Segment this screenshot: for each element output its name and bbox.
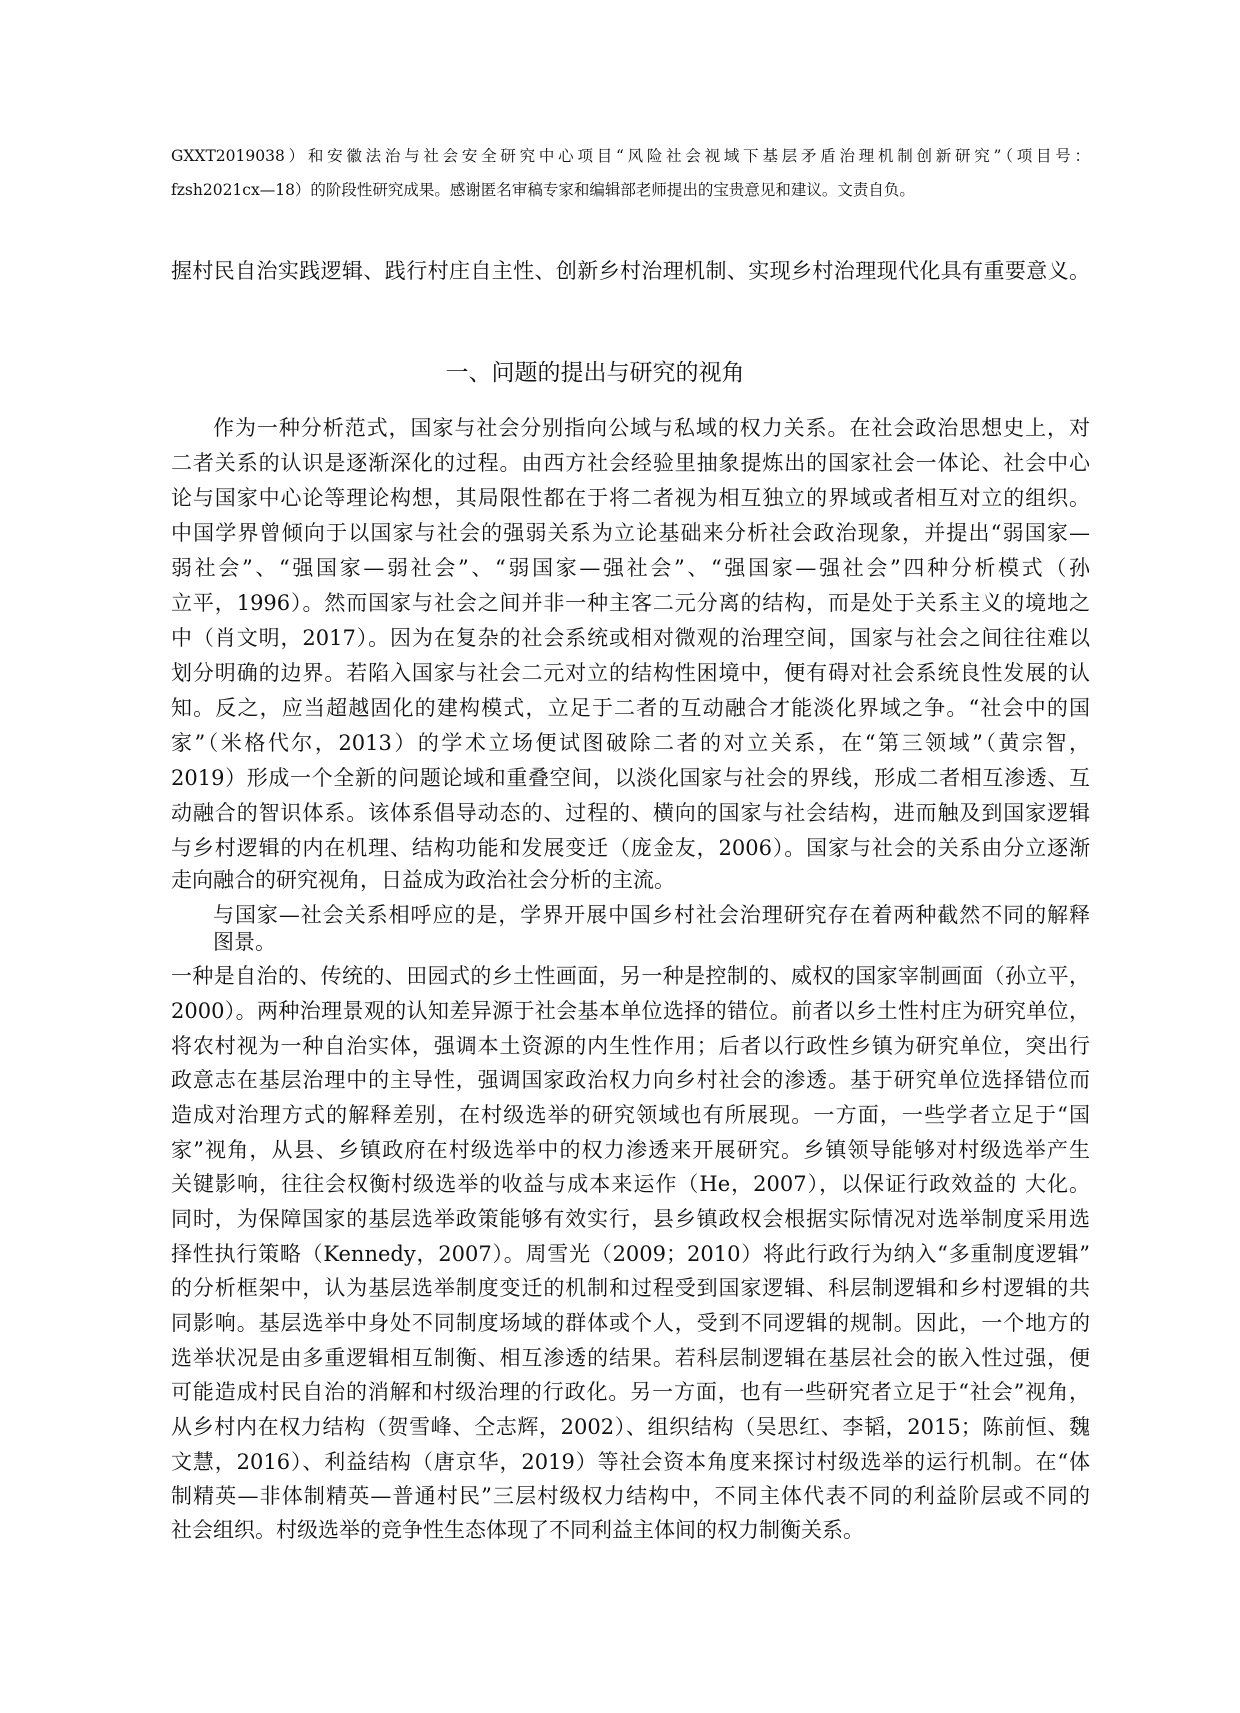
footnote-line: GXXT2019038）和安徽法治与社会安全研究中心项目“风险社会视域下基层矛盾治理机制创新研究”（项目号： (171, 147, 1090, 165)
body-line: 从乡村内在权力结构（贺雪峰、仝志辉，2002）、组织结构（吴思红、李韬，2015；陈前恒、魏 (171, 1415, 1090, 1439)
body-line: 与乡村逻辑的内在机理、结构功能和发展变迁（庞金友，2006）。国家与社会的关系由分立逐渐 (171, 836, 1090, 860)
body-line: 家”（米格代尔，2013）的学术立场便试图破除二者的对立关系，在“第三领域”（黄宗智， (171, 731, 1090, 755)
body-line: 制精英—非体制精英—普通村民”三层村级权力结构中，不同主体代表不同的利益阶层或不同的 (171, 1484, 1090, 1508)
body-line: 关键影响，往往会权衡村级选举的收益与成本来运作（He，2007），以保证行政效益的 大化。 (171, 1172, 1090, 1196)
body-line: 2019）形成一个全新的问题论域和重叠空间，以淡化国家与社会的界线，形成二者相互渗透、互 (171, 766, 1090, 790)
body-line: 选举状况是由多重逻辑相互制衡、相互渗透的结果。若科层制逻辑在基层社会的嵌入性过强，便 (171, 1346, 1090, 1370)
body-line: 立平，1996）。然而国家与社会之间并非一种主客二元分离的结构，而是处于关系主义的境地之 (171, 591, 1090, 615)
body-line: 可能造成村民自治的消解和村级治理的行政化。另一方面，也有一些研究者立足于“社会”视角， (171, 1380, 1090, 1404)
body-line: 一种是自治的、传统的、田园式的乡土性画面，另一种是控制的、威权的国家宰制画面（孙立平， (171, 964, 1090, 988)
body-line: 图景。 (213, 930, 276, 954)
body-line: 与国家—社会关系相呼应的是，学界开展中国乡村社会治理研究存在着两种截然不同的解释 (213, 903, 1090, 927)
body-line: 论与国家中心论等理论构想，其局限性都在于将二者视为相互独立的界域或者相互对立的组织。 (171, 486, 1090, 510)
body-line: 的分析框架中，认为基层选举制度变迁的机制和过程受到国家逻辑、科层制逻辑和乡村逻辑的共 (171, 1276, 1090, 1300)
body-line: 同影响。基层选举中身处不同制度场域的群体或个人，受到不同逻辑的规制。因此，一个地方的 (171, 1311, 1090, 1335)
body-line: 政意志在基层治理中的主导性，强调国家政治权力向乡村社会的渗透。基于研究单位选择错位而 (171, 1068, 1090, 1092)
body-line: 社会组织。村级选举的竞争性生态体现了不同利益主体间的权力制衡关系。 (171, 1518, 864, 1542)
body-line: 走向融合的研究视角，日益成为政治社会分析的主流。 (171, 868, 675, 892)
body-line: 作为一种分析范式，国家与社会分别指向公域与私域的权力关系。在社会政治思想史上，对 (213, 416, 1090, 440)
intro-line: 握村民自治实践逻辑、践行村庄自主性、创新乡村治理机制、实现乡村治理现代化具有重要意义。 (171, 259, 1090, 283)
footnote-line: fzsh2021cx—18）的阶段性研究成果。感谢匿名审稿专家和编辑部老师提出的宝贵意见和建议。文责自负。 (171, 181, 915, 199)
body-line: 动融合的智识体系。该体系倡导动态的、过程的、横向的国家与社会结构，进而触及到国家逻辑 (171, 801, 1090, 825)
body-line: 中国学界曾倾向于以国家与社会的强弱关系为立论基础来分析社会政治现象，并提出“弱国家— (171, 521, 1090, 545)
body-line: 二者关系的认识是逐渐深化的过程。由西方社会经验里抽象提炼出的国家社会一体论、社会中心 (171, 451, 1090, 475)
body-line: 弱社会”、“强国家—弱社会”、“弱国家—强社会”、“强国家—强社会”四种分析模式（孙 (171, 556, 1090, 580)
body-line: 知。反之，应当超越固化的建构模式，立足于二者的互动融合才能淡化界域之争。“社会中的国 (171, 696, 1090, 720)
body-line: 将农村视为一种自治实体，强调本土资源的内生性作用；后者以行政性乡镇为研究单位，突出行 (171, 1034, 1090, 1058)
body-line: 家”视角，从县、乡镇政府在村级选举中的权力渗透来开展研究。乡镇领导能够对村级选举产生 (171, 1138, 1090, 1162)
body-line: 划分明确的边界。若陷入国家与社会二元对立的结构性困境中，便有碍对社会系统良性发展的认 (171, 661, 1090, 685)
body-line: 2000）。两种治理景观的认知差异源于社会基本单位选择的错位。前者以乡土性村庄为研究单位， (171, 999, 1090, 1023)
body-line: 造成对治理方式的解释差别，在村级选举的研究领域也有所展现。一方面，一些学者立足于“国 (171, 1103, 1090, 1127)
body-line: 中（肖文明，2017）。因为在复杂的社会系统或相对微观的治理空间，国家与社会之间往往难以 (171, 626, 1090, 650)
body-line: 文慧，2016）、利益结构（唐京华，2019）等社会资本角度来探讨村级选举的运行机制。在“体 (171, 1450, 1090, 1474)
body-line: 择性执行策略（Kennedy，2007）。周雪光（2009；2010）将此行政行为纳入“多重制度逻辑” (171, 1242, 1090, 1266)
body-line: 同时，为保障国家的基层选举政策能够有效实行，县乡镇政权会根据实际情况对选举制度采用选 (171, 1207, 1090, 1231)
section-heading: 一、问题的提出与研究的视角 (445, 360, 745, 386)
